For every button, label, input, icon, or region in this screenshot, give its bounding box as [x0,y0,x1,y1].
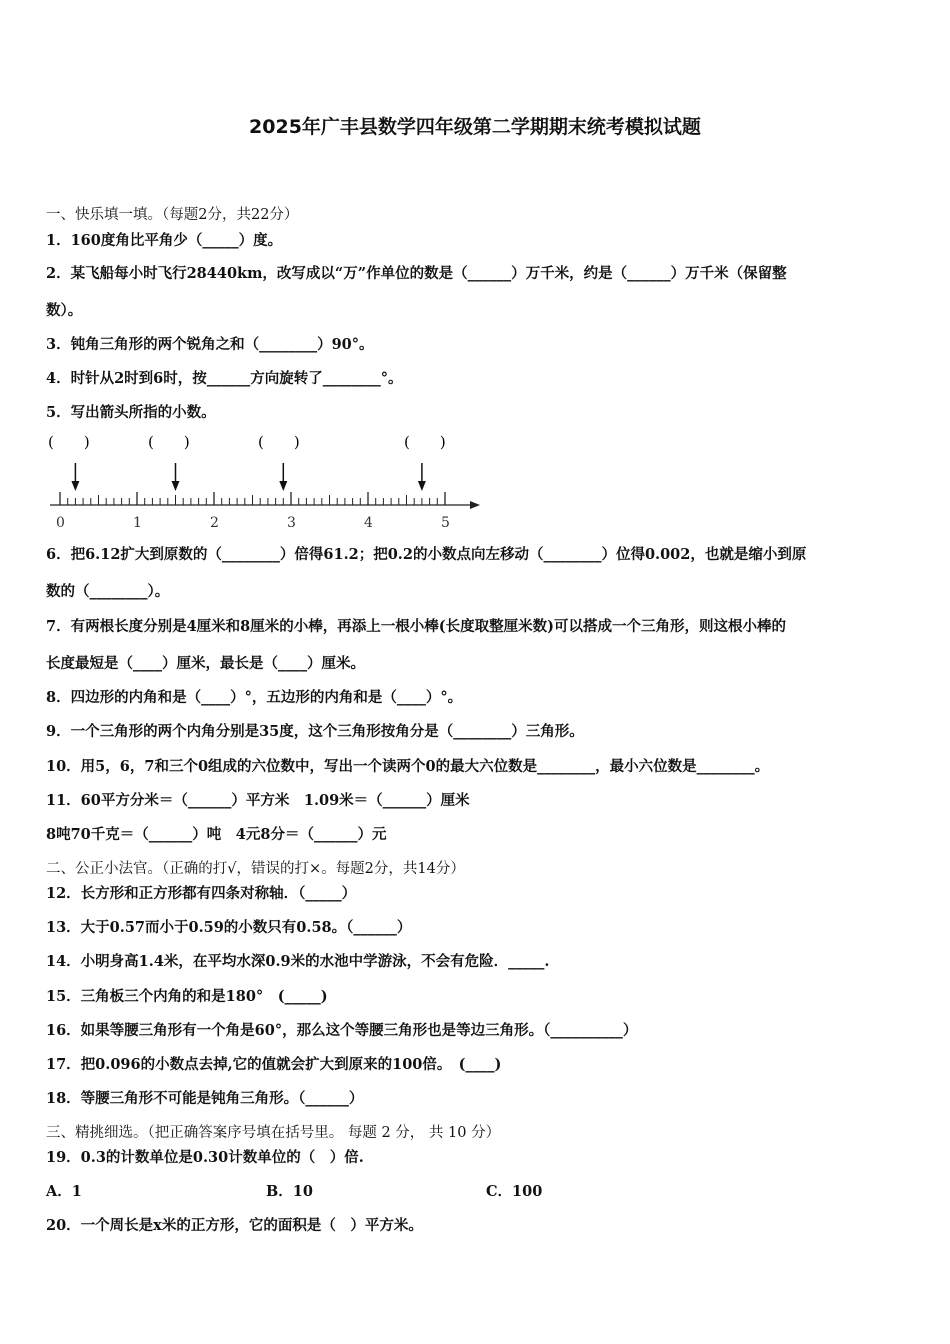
page-title: 2025年广丰县数学四年级第二学期期末统考模拟试题 [249,116,701,138]
question-6-line-2: 数的（________）。 [46,583,170,600]
question-4: 4．时针从2时到6时，按______方向旋转了________°。 [46,370,403,387]
number-line-labels [56,515,450,531]
question-1: 1．160度角比平角少（_____）度。 [46,232,283,249]
arrow-1-head [71,481,79,491]
question-5: 5．写出箭头所指的小数。 [46,404,216,421]
question-15: 15．三角板三个内角的和是180° (_____) [46,988,328,1005]
axis-label-2: 2 [210,515,219,531]
question-16: 16．如果等腰三角形有一个角是60°，那么这个等腰三角形也是等边三角形。（__________） [46,1022,638,1039]
number-line-ticks [60,492,445,505]
arrow-3-head [279,481,287,491]
question-17: 17．把0.096的小数点去掉,它的值就会扩大到原来的100倍。 (____) [46,1056,502,1073]
question-19-options [46,1180,542,1201]
question-7-line-2: 长度最短是（____）厘米，最长是（____）厘米。 [46,655,365,672]
question-10: 10．用5，6，7和三个0组成的六位数中，写出一个读两个0的最大六位数是________，最小六位数是________。 [46,758,770,775]
question-2-line-2: 数）。 [46,302,83,319]
section-heading-2: 二、公正小法官。（正确的打√，错误的打×。每题2分，共14分） [46,861,465,877]
blank-1: ( ) [48,433,90,451]
option-b: B．10 [266,1183,313,1200]
question-3: 3．钝角三角形的两个锐角之和（________）90°。 [46,336,374,353]
question-20: 20．一个周长是x米的正方形，它的面积是（ ）平方米。 [46,1217,423,1234]
number-line-figure [40,425,490,535]
question-8: 8．四边形的内角和是（____）°，五边形的内角和是（____）°。 [46,689,463,706]
question-6-line-1: 6．把6.12扩大到原数的（________）倍得61.2；把0.2的小数点向左移动（________）位得0.002，也就是缩小到原 [46,546,807,563]
question-11-line-2: 8吨70千克＝（______）吨 4元8分＝（______）元 [46,826,387,843]
arrow-4-head [418,481,426,491]
question-14: 14．小明身高1.4米，在平均水深0.9米的水池中学游泳，不会有危险．_____. [46,953,550,970]
question-18: 18．等腰三角形不可能是钝角三角形。（______） [46,1090,364,1107]
option-a: A．1 [46,1183,82,1200]
question-9: 9．一个三角形的两个内角分别是35度，这个三角形按角分是（________）三角形。 [46,723,584,740]
number-line-arrows [71,463,426,491]
question-7-line-1: 7．有两根长度分别是4厘米和8厘米的小棒，再添上一根小棒(长度取整厘米数)可以搭成一个三角形，则这根小棒的 [46,618,786,635]
axis-label-0: 0 [56,515,65,531]
blank-3: ( ) [258,433,300,451]
axis-label-4: 4 [364,515,373,531]
axis-label-3: 3 [287,515,296,531]
axis-label-1: 1 [133,515,142,531]
section-heading-3: 三、精挑细选。（把正确答案序号填在括号里。 每题 2 分， 共 10 分） [46,1125,501,1141]
question-13: 13．大于0.57而小于0.59的小数只有0.58。（______） [46,919,412,936]
question-11-line-1: 11．60平方分米＝（______）平方米 1.09米＝（______）厘米 [46,792,470,809]
blank-4: ( ) [404,433,446,451]
axis-label-5: 5 [441,515,450,531]
arrow-2-head [172,481,180,491]
question-12: 12．长方形和正方形都有四条对称轴．（_____） [46,885,357,902]
axis-arrowhead [470,501,480,509]
section-heading-1: 一、快乐填一填。（每题2分，共22分） [46,207,299,223]
blank-2: ( ) [148,433,190,451]
question-19: 19．0.3的计数单位是0.30计数单位的（ ）倍. [46,1149,364,1166]
option-c: C．100 [486,1183,543,1200]
question-2-line-1: 2．某飞船每小时飞行28440km，改写成以“万”作单位的数是（______）万千米，约是（______）万千米（保留整 [46,265,787,282]
